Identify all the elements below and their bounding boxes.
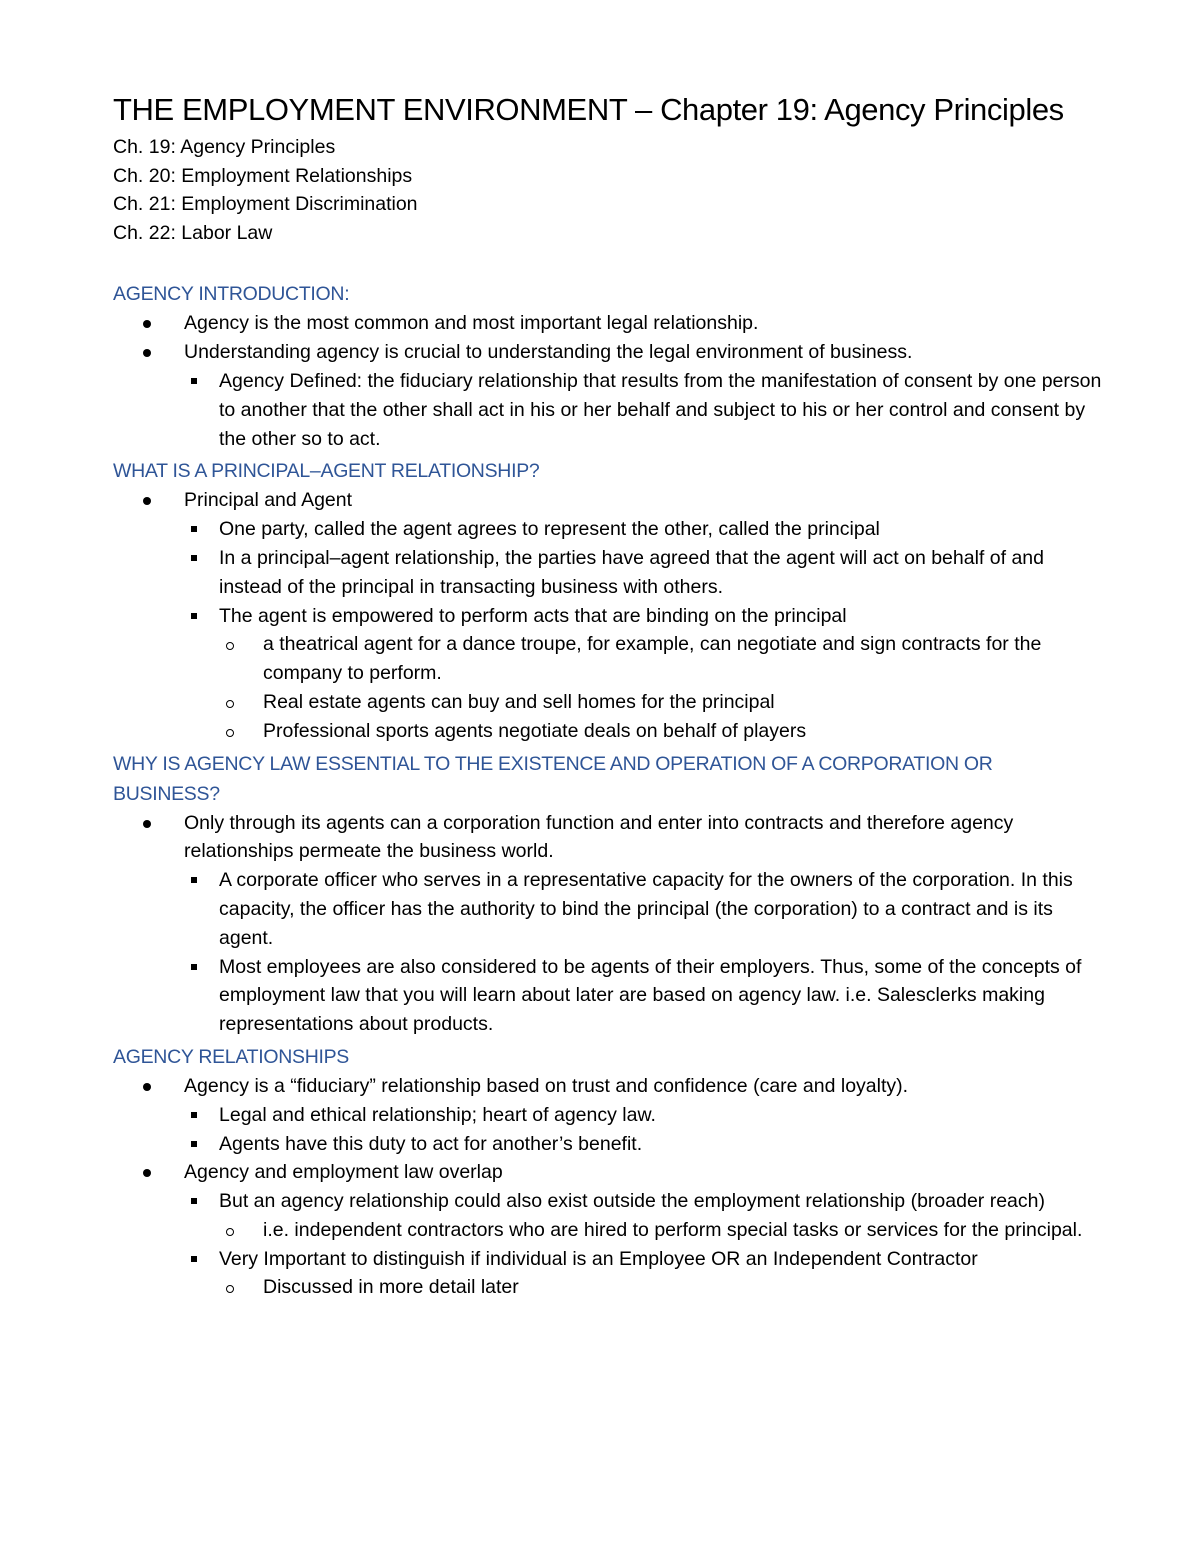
bullet-icon — [143, 497, 151, 505]
square-bullet-icon — [191, 877, 197, 883]
list-item: Understanding agency is crucial to understanding the legal environment of business. — [113, 338, 1103, 367]
chapter-item: Ch. 21: Employment Discrimination — [113, 193, 418, 216]
chapter-item: Ch. 20: Employment Relationships — [113, 164, 413, 187]
chapter-item: Ch. 22: Labor Law — [113, 221, 273, 244]
list-item: The agent is empowered to perform acts that are binding on the principal — [113, 602, 1103, 631]
list-item: Agency Defined: the fiduciary relationship that results from the manifestation of consent by one person to another that the other shall act in his or her behalf and subject to his or her control and consent by the other so to act. — [113, 367, 1103, 453]
list-item: One party, called the agent agrees to represent the other, called the principal — [113, 515, 1103, 544]
list-item: Very Important to distinguish if individual is an Employee OR an Independent Contractor — [113, 1245, 1103, 1274]
bullet-icon — [143, 1169, 151, 1177]
section-agency-introduction — [113, 279, 1103, 453]
square-bullet-icon — [191, 613, 197, 619]
square-bullet-icon — [191, 1141, 197, 1147]
list-item: Principal and Agent — [113, 486, 1103, 515]
bullet-icon — [143, 349, 151, 357]
chapter-item: Ch. 19: Agency Principles — [113, 136, 336, 158]
list-item: In a principal–agent relationship, the parties have agreed that the agent will act on behalf of and instead of the principal in transacting business with others. — [113, 544, 1103, 602]
circle-bullet-icon — [226, 729, 234, 737]
list-item: Discussed in more detail later — [113, 1273, 1103, 1302]
circle-bullet-icon — [226, 1228, 234, 1236]
square-bullet-icon — [191, 1256, 197, 1262]
section-heading: WHY IS AGENCY LAW ESSENTIAL TO THE EXISTENCE AND OPERATION OF A CORPORATION OR BUSINESS? — [113, 752, 993, 805]
bullet-list — [113, 486, 1103, 745]
list-item: Agents have this duty to act for another’s benefit. — [113, 1130, 1103, 1159]
bullet-icon — [143, 1083, 151, 1091]
section-agency-law-essential — [113, 749, 1103, 1039]
list-item: Only through its agents can a corporation function and enter into contracts and therefore agency relationships permeate the business world. — [113, 809, 1103, 867]
square-bullet-icon — [191, 555, 197, 561]
chapter-list — [113, 133, 1103, 247]
list-item: Agency is a “fiduciary” relationship based on trust and confidence (care and loyalty). — [113, 1072, 1103, 1101]
list-item: Real estate agents can buy and sell homes for the principal — [113, 688, 1103, 717]
bullet-list — [113, 809, 1103, 1039]
square-bullet-icon — [191, 526, 197, 532]
circle-bullet-icon — [226, 700, 234, 708]
list-item: Professional sports agents negotiate deals on behalf of players — [113, 717, 1103, 746]
document-title: THE EMPLOYMENT ENVIRONMENT – Chapter 19: Agency Principles — [113, 92, 1064, 127]
list-item: i.e. independent contractors who are hired to perform special tasks or services for the principal. — [113, 1216, 1103, 1245]
square-bullet-icon — [191, 1198, 197, 1204]
list-item: a theatrical agent for a dance troupe, for example, can negotiate and sign contracts for the company to perform. — [113, 630, 1103, 688]
section-heading: AGENCY RELATIONSHIPS — [113, 1045, 350, 1068]
list-item: Agency is the most common and most important legal relationship. — [113, 309, 1103, 338]
list-item: A corporate officer who serves in a representative capacity for the owners of the corporation. In this capacity, the officer has the authority to bind the principal (the corporation) to a contract and is its agent. — [113, 866, 1103, 952]
section-heading: AGENCY INTRODUCTION: — [113, 283, 350, 306]
circle-bullet-icon — [226, 1285, 234, 1293]
document-page — [113, 88, 1103, 1305]
section-principal-agent — [113, 456, 1103, 745]
section-agency-relationships — [113, 1042, 1103, 1302]
list-item: Agency and employment law overlap — [113, 1158, 1103, 1187]
square-bullet-icon — [191, 378, 197, 384]
bullet-icon — [143, 820, 151, 828]
list-item: Most employees are also considered to be agents of their employers. Thus, some of the concepts of employment law that you will learn about later are based on agency law. i.e. Salesclerks making representations about products. — [113, 953, 1103, 1039]
square-bullet-icon — [191, 1112, 197, 1118]
square-bullet-icon — [191, 964, 197, 970]
list-item: Legal and ethical relationship; heart of agency law. — [113, 1101, 1103, 1130]
bullet-list — [113, 1072, 1103, 1302]
bullet-icon — [143, 320, 151, 328]
section-heading: WHAT IS A PRINCIPAL–AGENT RELATIONSHIP? — [113, 460, 540, 483]
circle-bullet-icon — [226, 642, 234, 650]
bullet-list — [113, 309, 1103, 453]
list-item: But an agency relationship could also exist outside the employment relationship (broader reach) — [113, 1187, 1103, 1216]
